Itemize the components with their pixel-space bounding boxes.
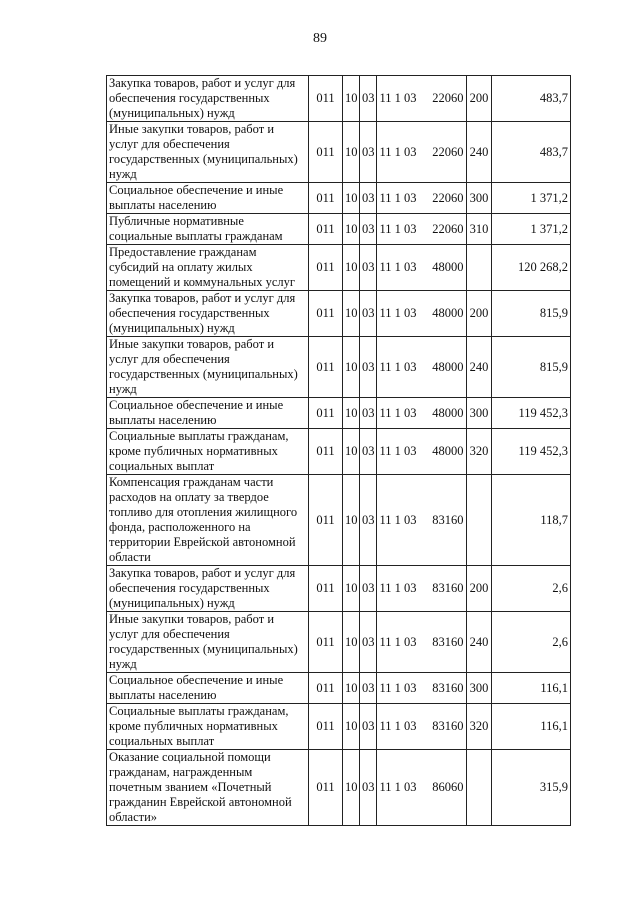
table-row (107, 122, 571, 183)
amount-cell: 315,9 (492, 750, 571, 826)
expense-type-cell: 200 (467, 291, 492, 337)
target-article-cell (377, 704, 467, 750)
target-article-program: 11 1 03 (379, 780, 417, 794)
row-name-cell: Закупка товаров, работ и услуг для обеспечения государственных (муниципальных) нужд (107, 291, 309, 337)
target-article-cell (377, 612, 467, 673)
section-cell: 10 (343, 76, 360, 122)
table-row (107, 612, 571, 673)
amount-cell: 116,1 (492, 704, 571, 750)
amount-cell: 1 371,2 (492, 214, 571, 245)
subsection-cell: 03 (360, 704, 377, 750)
amount-cell: 815,9 (492, 291, 571, 337)
admin-code-cell: 011 (309, 475, 343, 566)
table-body (107, 76, 571, 826)
amount-cell: 119 452,3 (492, 398, 571, 429)
section-cell: 10 (343, 612, 360, 673)
section-cell: 10 (343, 122, 360, 183)
page-number: 89 (313, 31, 327, 46)
subsection-cell: 03 (360, 673, 377, 704)
target-article-program: 11 1 03 (379, 680, 417, 695)
table-row (107, 673, 571, 704)
row-name-cell: Социальные выплаты гражданам, кроме публичных нормативных социальных выплат (107, 704, 309, 750)
target-article-program: 11 1 03 (379, 444, 417, 458)
row-name-cell: Публичные нормативные социальные выплаты гражданам (107, 214, 309, 245)
expense-type-cell (467, 245, 492, 291)
subsection-cell: 03 (360, 76, 377, 122)
table-row (107, 76, 571, 122)
section-cell: 10 (343, 398, 360, 429)
target-article-program: 11 1 03 (379, 359, 417, 374)
amount-cell: 483,7 (492, 122, 571, 183)
subsection-cell: 03 (360, 566, 377, 612)
admin-code-cell: 011 (309, 76, 343, 122)
row-name-cell: Закупка товаров, работ и услуг для обеспечения государственных (муниципальных) нужд (107, 566, 309, 612)
subsection-cell: 03 (360, 429, 377, 475)
row-name-cell: Иные закупки товаров, работ и услуг для обеспечения государственных (муниципальных) нужд (107, 612, 309, 673)
target-article-code: 83160 (432, 634, 464, 649)
amount-cell: 119 452,3 (492, 429, 571, 475)
target-article-code: 48000 (432, 306, 464, 320)
target-article-program: 11 1 03 (379, 221, 417, 236)
admin-code-cell: 011 (309, 183, 343, 214)
expense-type-cell: 320 (467, 429, 492, 475)
subsection-cell: 03 (360, 475, 377, 566)
row-name-cell: Иные закупки товаров, работ и услуг для обеспечения государственных (муниципальных) нужд (107, 337, 309, 398)
subsection-cell: 03 (360, 291, 377, 337)
table-row (107, 245, 571, 291)
target-article-code: 22060 (432, 221, 464, 236)
target-article-cell (377, 398, 467, 429)
table-row (107, 566, 571, 612)
expense-type-cell: 310 (467, 214, 492, 245)
amount-cell: 116,1 (492, 673, 571, 704)
section-cell: 10 (343, 245, 360, 291)
target-article-program: 11 1 03 (379, 260, 417, 274)
target-article-program: 11 1 03 (379, 144, 417, 159)
subsection-cell: 03 (360, 214, 377, 245)
target-article-cell (377, 750, 467, 826)
target-article-cell (377, 245, 467, 291)
target-article-code: 86060 (432, 780, 464, 794)
target-article-program: 11 1 03 (379, 91, 417, 105)
section-cell: 10 (343, 704, 360, 750)
subsection-cell: 03 (360, 750, 377, 826)
table-row (107, 398, 571, 429)
target-article-cell (377, 76, 467, 122)
table-row (107, 291, 571, 337)
target-article-code: 83160 (432, 581, 464, 595)
section-cell: 10 (343, 566, 360, 612)
target-article-cell (377, 475, 467, 566)
expense-type-cell: 300 (467, 183, 492, 214)
table-row (107, 704, 571, 750)
row-name-cell: Социальные выплаты гражданам, кроме публичных нормативных социальных выплат (107, 429, 309, 475)
target-article-code: 83160 (432, 719, 464, 733)
admin-code-cell: 011 (309, 398, 343, 429)
target-article-code: 83160 (432, 512, 464, 527)
table-row (107, 750, 571, 826)
target-article-cell (377, 673, 467, 704)
subsection-cell: 03 (360, 612, 377, 673)
row-name-cell: Иные закупки товаров, работ и услуг для обеспечения государственных (муниципальных) нужд (107, 122, 309, 183)
target-article-program: 11 1 03 (379, 512, 417, 527)
row-name-cell: Предоставление гражданам субсидий на оплату жилых помещений и коммунальных услуг (107, 245, 309, 291)
subsection-cell: 03 (360, 183, 377, 214)
target-article-code: 22060 (432, 144, 464, 159)
table-row (107, 183, 571, 214)
row-name-cell: Закупка товаров, работ и услуг для обеспечения государственных (муниципальных) нужд (107, 76, 309, 122)
target-article-code: 48000 (432, 359, 464, 374)
section-cell: 10 (343, 475, 360, 566)
admin-code-cell: 011 (309, 337, 343, 398)
expense-type-cell: 300 (467, 398, 492, 429)
amount-cell: 2,6 (492, 566, 571, 612)
row-name-cell: Социальное обеспечение и иные выплаты населению (107, 398, 309, 429)
admin-code-cell: 011 (309, 245, 343, 291)
admin-code-cell: 011 (309, 750, 343, 826)
target-article-program: 11 1 03 (379, 634, 417, 649)
section-cell: 10 (343, 750, 360, 826)
expense-type-cell: 200 (467, 566, 492, 612)
target-article-program: 11 1 03 (379, 306, 417, 320)
expense-type-cell (467, 475, 492, 566)
expense-type-cell: 240 (467, 337, 492, 398)
expense-type-cell (467, 750, 492, 826)
table-row (107, 429, 571, 475)
target-article-program: 11 1 03 (379, 719, 417, 733)
amount-cell: 815,9 (492, 337, 571, 398)
table-row (107, 214, 571, 245)
expense-type-cell: 240 (467, 612, 492, 673)
amount-cell: 1 371,2 (492, 183, 571, 214)
target-article-cell (377, 214, 467, 245)
target-article-cell (377, 429, 467, 475)
subsection-cell: 03 (360, 122, 377, 183)
target-article-code: 22060 (432, 190, 464, 205)
table-row (107, 337, 571, 398)
amount-cell: 120 268,2 (492, 245, 571, 291)
target-article-code: 22060 (432, 91, 464, 105)
expense-type-cell: 200 (467, 76, 492, 122)
target-article-cell (377, 291, 467, 337)
subsection-cell: 03 (360, 398, 377, 429)
target-article-code: 48000 (432, 260, 464, 274)
target-article-cell (377, 183, 467, 214)
admin-code-cell: 011 (309, 673, 343, 704)
admin-code-cell: 011 (309, 214, 343, 245)
admin-code-cell: 011 (309, 566, 343, 612)
target-article-code: 48000 (432, 405, 464, 420)
target-article-cell (377, 122, 467, 183)
section-cell: 10 (343, 337, 360, 398)
section-cell: 10 (343, 429, 360, 475)
admin-code-cell: 011 (309, 122, 343, 183)
section-cell: 10 (343, 183, 360, 214)
target-article-program: 11 1 03 (379, 405, 417, 420)
amount-cell: 483,7 (492, 76, 571, 122)
amount-cell: 2,6 (492, 612, 571, 673)
expense-type-cell: 300 (467, 673, 492, 704)
expense-type-cell: 320 (467, 704, 492, 750)
budget-table (106, 75, 571, 826)
section-cell: 10 (343, 214, 360, 245)
admin-code-cell: 011 (309, 291, 343, 337)
admin-code-cell: 011 (309, 612, 343, 673)
table-row (107, 475, 571, 566)
expense-type-cell: 240 (467, 122, 492, 183)
target-article-program: 11 1 03 (379, 581, 417, 595)
row-name-cell: Компенсация гражданам части расходов на оплату за твердое топливо для отопления жилищного фонда, расположенного на территории Еврейской автономной области (107, 475, 309, 566)
section-cell: 10 (343, 673, 360, 704)
row-name-cell: Социальное обеспечение и иные выплаты населению (107, 183, 309, 214)
admin-code-cell: 011 (309, 429, 343, 475)
section-cell: 10 (343, 291, 360, 337)
admin-code-cell: 011 (309, 704, 343, 750)
subsection-cell: 03 (360, 245, 377, 291)
target-article-code: 48000 (432, 444, 464, 458)
target-article-cell (377, 566, 467, 612)
row-name-cell: Оказание социальной помощи гражданам, награжденным почетным званием «Почетный гражданин Еврейской автономной области» (107, 750, 309, 826)
subsection-cell: 03 (360, 337, 377, 398)
target-article-code: 83160 (432, 680, 464, 695)
target-article-cell (377, 337, 467, 398)
amount-cell: 118,7 (492, 475, 571, 566)
target-article-program: 11 1 03 (379, 190, 417, 205)
row-name-cell: Социальное обеспечение и иные выплаты населению (107, 673, 309, 704)
